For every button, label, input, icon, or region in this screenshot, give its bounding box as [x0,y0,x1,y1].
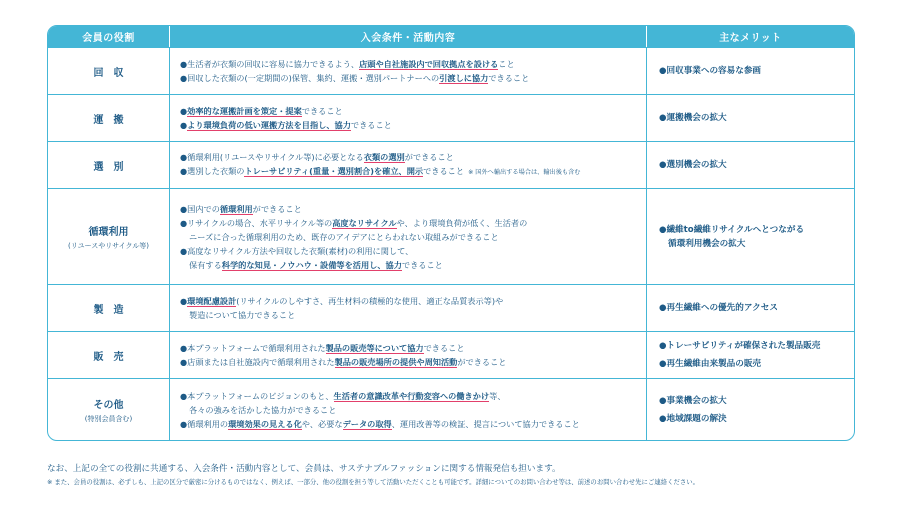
condition-text: できること [423,166,465,176]
role-name: 製 造 [93,304,124,316]
role-name: 選 別 [93,161,124,173]
footnote-common-role: なお、上記の全ての役割に共通する、入会条件・活動内容として、会員は、サステナブルファッションに関する情報発信も担います。 [47,464,561,474]
condition-line [180,202,638,216]
condition-line [180,294,638,308]
conditions-cell [169,47,646,94]
condition-line [180,216,638,230]
role-cell [48,94,169,141]
condition-text: ができること [457,357,507,367]
table-header-row [48,26,854,47]
condition-text: 各々の強みを活かした協力ができること [189,404,337,415]
role-name: 運 搬 [93,114,124,126]
condition-highlight: 引渡しに協力 [439,73,489,83]
condition-highlight: 生活者の意識改革や行動変容への働きかけ [333,390,490,401]
condition-line [180,104,638,118]
conditions-cell [169,188,646,284]
role-name: 回 収 [93,67,124,79]
merits-cell [646,378,854,440]
condition-highlight: 環境配慮設計 [187,296,237,306]
merits-cell [646,47,854,94]
condition-text: 等、 [489,390,506,401]
conditions-cell [169,94,646,141]
condition-text: ●国内での [180,203,220,214]
role-cell [48,188,169,284]
table-row [48,378,854,440]
condition-highlight: 製品の販売場所の提供や周知活動 [334,357,458,367]
condition-text: ●選別した衣類の [180,166,245,176]
condition-text: や、必要な [301,418,343,429]
membership-roles-table [47,25,855,441]
role-name: 循環利用 [88,226,129,238]
header-role: 会員の役割 [48,26,169,47]
condition-text: ●生活者が衣類の回収に容易に協力できるよう、 [180,59,360,69]
condition-text: ニーズに合った循環利用のため、既存のアイデアにとらわれない取組みができること [189,231,499,242]
conditions-cell [169,284,646,331]
table-row [48,94,854,141]
condition-text: 保有する [189,259,222,270]
merit-item: 循環利用機会の拡大 [668,238,746,249]
condition-text: できること [401,259,443,270]
footnote-role-flexibility: ※ また、会員の役割は、必ずしも、上記の区分で厳密に分けるものではなく、例えば、一部分、他の役割を担う等して活動いただくことも可能です。詳細についてのお問い合わせ等は、前述のお問い合わせ先にご連絡ください。 [47,478,700,486]
role-cell [48,378,169,440]
merit-item: ●事業機会の拡大 [659,395,727,406]
condition-text: ができること [404,152,454,162]
condition-highlight: 科学的な知見・ノウハウ・設備等を活用し、協力 [221,259,402,270]
conditions-cell [169,331,646,378]
condition-text: ●本プラットフォームのビジョンのもと、 [180,390,334,401]
condition-line [180,355,638,369]
condition-line [180,308,638,322]
condition-text: ●本プラットフォームで循環利用された [180,343,326,353]
condition-text: こと [498,59,515,69]
merits-cell [646,141,854,188]
table-row [48,331,854,378]
condition-text: ●リサイクルの場合、水平リサイクル等の [180,217,333,228]
condition-highlight: データの取得 [342,418,392,429]
header-merits: 主なメリット [646,26,854,47]
condition-text: 、運用改善等の検証、提言について協力できること [391,418,580,429]
condition-line [180,150,638,164]
merit-item: ●選別機会の拡大 [659,160,727,170]
merit-item: ●再生繊維への優先的アクセス [659,303,778,313]
condition-line [180,244,638,258]
merit-item: ●地域課題の解決 [659,413,727,424]
condition-line [180,403,638,417]
condition-line [180,258,638,272]
header-conditions: 入会条件・活動内容 [169,26,646,47]
table-row [48,284,854,331]
role-name: 販 売 [93,351,124,363]
condition-text: ● [180,106,188,116]
role-cell [48,47,169,94]
condition-text: ができること [252,203,302,214]
condition-line [180,417,638,431]
role-cell [48,284,169,331]
conditions-cell [169,378,646,440]
role-subtitle: (リユースやリサイクル等) [68,241,149,250]
merits-cell [646,94,854,141]
condition-text: ●循環利用の [180,418,229,429]
condition-highlight: 高度なリサイクル [332,217,397,228]
condition-text: ●回収した衣類の(一定期間の)保管、集約、運搬・選別パートナーへの [180,73,440,83]
condition-highlight: 効率的な運搬計画を策定・提案 [187,106,302,116]
condition-highlight: 製品の販売等について協力 [325,343,424,353]
condition-text: ● [180,120,188,130]
condition-highlight: 店頭や自社施設内で回収拠点を設ける [359,59,499,69]
merit-item: ●繊維to繊維リサイクルへとつながる [659,224,805,235]
condition-text: できること [488,73,530,83]
condition-text: ●高度なリサイクル方法や回収した衣類(素材)の利用に関して、 [180,245,414,256]
condition-text: できること [423,343,465,353]
condition-highlight: 循環利用 [219,203,253,214]
condition-text: や、より環境負荷が低く、生活者の [396,217,528,228]
condition-text: 製造について協力できること [189,310,296,320]
table-row [48,141,854,188]
condition-text: ●循環利用(リユースやリサイクル等)に必要となる [180,152,364,162]
condition-line [180,230,638,244]
condition-line [180,71,638,85]
merits-cell [646,284,854,331]
table-row [48,188,854,284]
condition-highlight: トレーサビリティ(重量・選別割合)を確立、開示 [244,166,424,176]
condition-text: ● [180,296,188,306]
conditions-cell [169,141,646,188]
condition-note: ※ 国外へ輸出する場合は、輸出後も含む [468,169,581,176]
merit-item: ●トレーサビリティが確保された製品販売 [659,341,821,351]
role-subtitle: (特別会員含む) [84,414,133,423]
condition-highlight: 衣類の選別 [363,152,405,162]
condition-text: (リサイクルのしやすさ、再生材料の積極的な使用、適正な品質表示等)や [236,296,504,306]
condition-line [180,164,638,180]
merits-cell [646,188,854,284]
condition-text: できること [350,120,392,130]
role-name: その他 [93,399,124,411]
merits-cell [646,331,854,378]
condition-line [180,57,638,71]
condition-text: ●店頭または自社施設内で循環利用された [180,357,335,367]
condition-highlight: より環境負荷の低い運搬方法を目指し、協力 [187,120,351,130]
membership-table-container [47,25,853,441]
table-row [48,47,854,94]
merit-item: ●回収事業への容易な参画 [659,66,762,76]
condition-line [180,118,638,132]
condition-highlight: 環境効果の見える化 [228,418,302,429]
merit-item: ●運搬機会の拡大 [659,113,727,123]
condition-line [180,389,638,403]
condition-text: できること [301,106,343,116]
condition-line [180,341,638,355]
role-cell [48,331,169,378]
role-cell [48,141,169,188]
merit-item: ●再生繊維由来製品の販売 [659,359,762,369]
